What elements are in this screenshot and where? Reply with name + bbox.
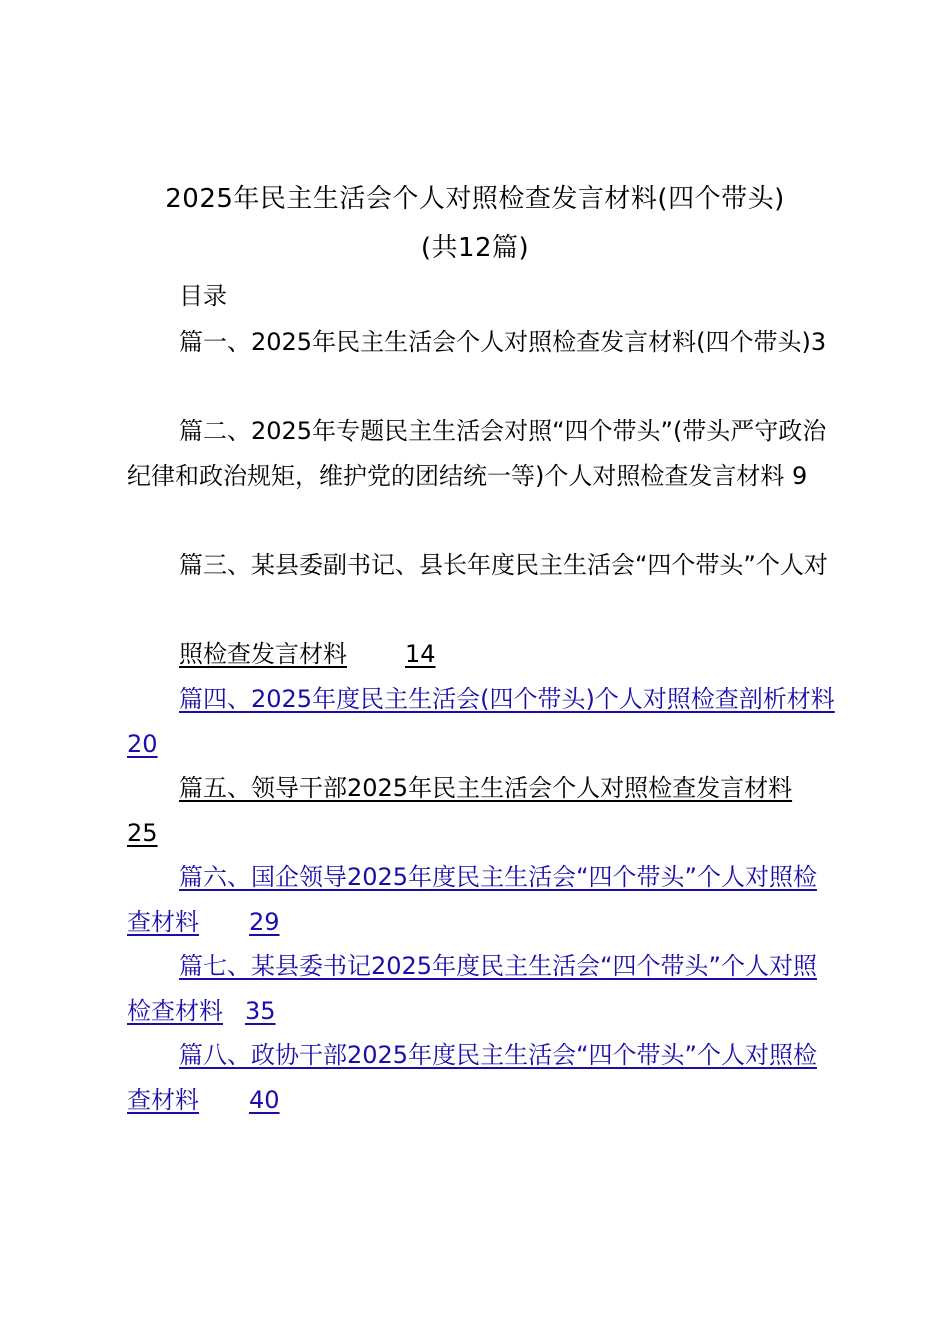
toc-item-5[interactable] bbox=[127, 766, 837, 855]
toc-item-3-text: 篇三、某县委副书记、县长年度民主生活会“四个带头”个人对 bbox=[179, 551, 828, 579]
toc-item-2-page: 9 bbox=[792, 461, 808, 490]
toc-item-6-text: 篇六、国企领导2025年度民主生活会“四个带头”个人对照检查材料 bbox=[127, 863, 817, 936]
toc-item-3[interactable] bbox=[127, 543, 837, 588]
toc-item-7-text: 篇七、某县委书记2025年度民主生活会“四个带头”个人对照检查材料 bbox=[127, 952, 817, 1025]
toc-item-5-page: 25 bbox=[127, 818, 158, 847]
toc-item-5-text: 篇五、领导干部2025年民主生活会个人对照检查发言材料 bbox=[179, 774, 793, 802]
toc-item-1-page: 3 bbox=[810, 328, 827, 356]
document-title: 2025年民主生活会个人对照检查发言材料(四个带头) bbox=[165, 184, 785, 214]
toc-item-7-page: 35 bbox=[245, 996, 276, 1025]
toc-item-6-page: 29 bbox=[249, 907, 280, 936]
toc-item-8-text: 篇八、政协干部2025年度民主生活会“四个带头”个人对照检查材料 bbox=[127, 1041, 817, 1114]
toc-item-2-text: 篇二、2025年专题民主生活会对照“四个带头”(带头严守政治纪律和政治规矩，维护党的团结统一等)个人对照检查发言材料 bbox=[127, 417, 827, 490]
toc-item-7[interactable] bbox=[127, 944, 837, 1033]
toc-item-3-page: 14 bbox=[405, 640, 436, 668]
toc-item-2[interactable] bbox=[127, 409, 837, 498]
toc-item-3-cont-text: 照检查发言材料 bbox=[179, 640, 347, 668]
toc-item-6[interactable] bbox=[127, 855, 837, 944]
toc-item-4-page: 20 bbox=[127, 729, 158, 758]
toc-item-8[interactable] bbox=[127, 1033, 837, 1122]
toc-item-1[interactable] bbox=[127, 320, 837, 365]
toc-item-1-text: 篇一、2025年民主生活会个人对照检查发言材料(四个带头) bbox=[179, 328, 811, 356]
toc-item-3-continued[interactable] bbox=[127, 632, 837, 677]
toc-item-8-page: 40 bbox=[249, 1085, 280, 1114]
toc-item-4[interactable] bbox=[127, 677, 837, 766]
toc-heading: 目录 bbox=[179, 282, 227, 310]
document-subtitle: (共12篇) bbox=[420, 233, 530, 263]
toc-item-4-text: 篇四、2025年度民主生活会(四个带头)个人对照检查剖析材料 bbox=[179, 685, 835, 713]
